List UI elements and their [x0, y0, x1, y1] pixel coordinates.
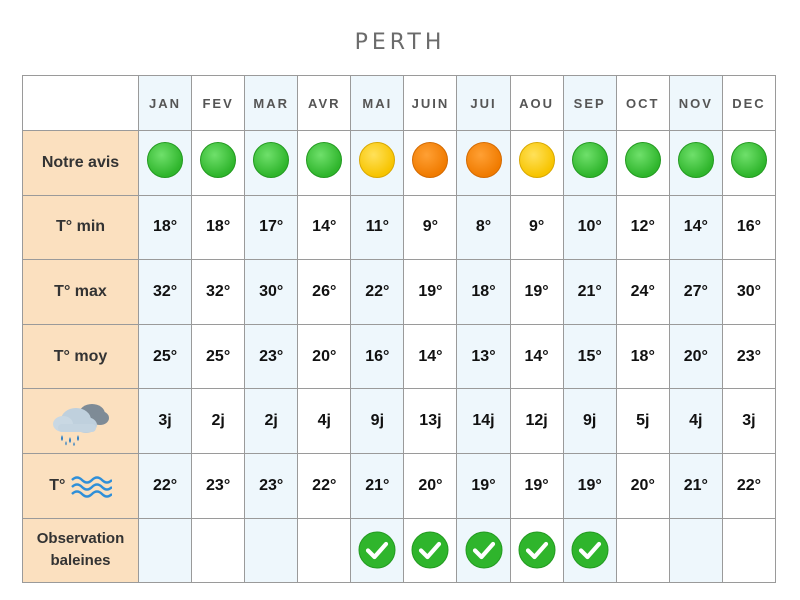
green-dot-icon [625, 142, 661, 178]
water-waves-icon [70, 472, 112, 500]
rain-days-value: 9j [563, 389, 616, 454]
avis-cell [298, 131, 351, 196]
t-moy-value: 14° [510, 324, 563, 389]
baleines-cell [298, 518, 351, 583]
t-max-value: 26° [298, 260, 351, 325]
row-label-t-mer-text: T° [49, 476, 66, 494]
table-row-observation-baleines [23, 518, 776, 583]
t-min-value: 12° [616, 195, 669, 260]
rain-days-value: 3j [722, 389, 775, 454]
sea-temp-value: 19° [563, 453, 616, 518]
t-moy-value: 16° [351, 324, 404, 389]
rain-days-value: 2j [245, 389, 298, 454]
t-min-value: 14° [669, 195, 722, 260]
month-header: DEC [722, 76, 775, 131]
t-min-value: 11° [351, 195, 404, 260]
t-moy-value: 20° [298, 324, 351, 389]
month-header: JUIN [404, 76, 457, 131]
rain-days-value: 12j [510, 389, 563, 454]
check-icon [358, 531, 396, 569]
month-header: AOU [510, 76, 563, 131]
t-max-value: 22° [351, 260, 404, 325]
month-header: OCT [616, 76, 669, 131]
sea-temp-value: 22° [722, 453, 775, 518]
t-moy-value: 23° [722, 324, 775, 389]
month-header: NOV [669, 76, 722, 131]
table-row-t-min [23, 195, 776, 260]
baleines-cell [669, 518, 722, 583]
climate-table [22, 75, 776, 583]
t-min-value: 16° [722, 195, 775, 260]
avis-cell [616, 131, 669, 196]
t-min-value: 10° [563, 195, 616, 260]
t-min-value: 9° [510, 195, 563, 260]
avis-cell [404, 131, 457, 196]
t-min-value: 18° [192, 195, 245, 260]
rain-days-value: 3j [139, 389, 192, 454]
t-max-value: 30° [722, 260, 775, 325]
yellow-dot-icon [359, 142, 395, 178]
row-label-observation-baleines [23, 518, 139, 583]
baleines-cell [192, 518, 245, 583]
check-icon [411, 531, 449, 569]
green-dot-icon [306, 142, 342, 178]
green-dot-icon [678, 142, 714, 178]
page-title: PERTH [354, 30, 446, 55]
baleines-cell [351, 518, 404, 583]
month-header: JAN [139, 76, 192, 131]
table-row-jours-pluie [23, 389, 776, 454]
month-header: FEV [192, 76, 245, 131]
t-max-value: 27° [669, 260, 722, 325]
baleines-cell [563, 518, 616, 583]
row-label-t-min: T° min [23, 195, 139, 260]
t-moy-value: 15° [563, 324, 616, 389]
t-max-value: 32° [139, 260, 192, 325]
orange-dot-icon [466, 142, 502, 178]
sea-temp-value: 21° [669, 453, 722, 518]
rain-days-value: 4j [669, 389, 722, 454]
rain-days-value: 14j [457, 389, 510, 454]
sea-temp-value: 20° [404, 453, 457, 518]
t-max-value: 19° [510, 260, 563, 325]
sea-temp-value: 22° [298, 453, 351, 518]
t-moy-value: 14° [404, 324, 457, 389]
rain-days-value: 2j [192, 389, 245, 454]
avis-cell [722, 131, 775, 196]
check-icon [518, 531, 556, 569]
month-header: MAR [245, 76, 298, 131]
t-max-value: 18° [457, 260, 510, 325]
month-header: AVR [298, 76, 351, 131]
t-max-value: 24° [616, 260, 669, 325]
sea-temp-value: 23° [192, 453, 245, 518]
t-min-value: 14° [298, 195, 351, 260]
row-label-t-moy: T° moy [23, 324, 139, 389]
t-min-value: 17° [245, 195, 298, 260]
green-dot-icon [147, 142, 183, 178]
t-max-value: 32° [192, 260, 245, 325]
t-min-value: 18° [139, 195, 192, 260]
baleines-cell [616, 518, 669, 583]
table-row-t-mer [23, 453, 776, 518]
sea-temp-value: 22° [139, 453, 192, 518]
avis-cell [669, 131, 722, 196]
check-icon [571, 531, 609, 569]
rain-days-value: 13j [404, 389, 457, 454]
orange-dot-icon [412, 142, 448, 178]
table-row-notre-avis [23, 131, 776, 196]
row-label-line1: Observation [36, 530, 125, 548]
avis-cell [192, 131, 245, 196]
baleines-cell [510, 518, 563, 583]
row-label-t-max: T° max [23, 260, 139, 325]
avis-cell [563, 131, 616, 196]
row-label-line2: baleines [50, 552, 111, 570]
t-max-value: 19° [404, 260, 457, 325]
t-moy-value: 23° [245, 324, 298, 389]
green-dot-icon [200, 142, 236, 178]
green-dot-icon [731, 142, 767, 178]
t-moy-value: 13° [457, 324, 510, 389]
t-moy-value: 25° [139, 324, 192, 389]
t-max-value: 21° [563, 260, 616, 325]
month-header-row [23, 76, 776, 131]
sea-temp-value: 23° [245, 453, 298, 518]
month-header: SEP [563, 76, 616, 131]
sea-temp-value: 19° [510, 453, 563, 518]
baleines-cell [139, 518, 192, 583]
corner-cell [23, 76, 139, 131]
avis-cell [510, 131, 563, 196]
table-row-t-moy [23, 324, 776, 389]
rain-days-value: 9j [351, 389, 404, 454]
baleines-cell [457, 518, 510, 583]
row-label-notre-avis: Notre avis [23, 131, 139, 196]
baleines-cell [245, 518, 298, 583]
sea-temp-value: 20° [616, 453, 669, 518]
baleines-cell [404, 518, 457, 583]
t-min-value: 9° [404, 195, 457, 260]
avis-cell [351, 131, 404, 196]
rain-cloud-icon [48, 396, 114, 446]
t-max-value: 30° [245, 260, 298, 325]
avis-cell [139, 131, 192, 196]
row-label-rain [23, 389, 139, 454]
sea-temp-value: 21° [351, 453, 404, 518]
sea-temp-value: 19° [457, 453, 510, 518]
t-min-value: 8° [457, 195, 510, 260]
avis-cell [457, 131, 510, 196]
baleines-cell [722, 518, 775, 583]
avis-cell [245, 131, 298, 196]
rain-days-value: 4j [298, 389, 351, 454]
month-header: MAI [351, 76, 404, 131]
t-moy-value: 25° [192, 324, 245, 389]
green-dot-icon [572, 142, 608, 178]
table-row-t-max [23, 260, 776, 325]
rain-days-value: 5j [616, 389, 669, 454]
t-moy-value: 20° [669, 324, 722, 389]
yellow-dot-icon [519, 142, 555, 178]
green-dot-icon [253, 142, 289, 178]
month-header: JUI [457, 76, 510, 131]
t-moy-value: 18° [616, 324, 669, 389]
row-label-t-mer [23, 453, 139, 518]
check-icon [465, 531, 503, 569]
